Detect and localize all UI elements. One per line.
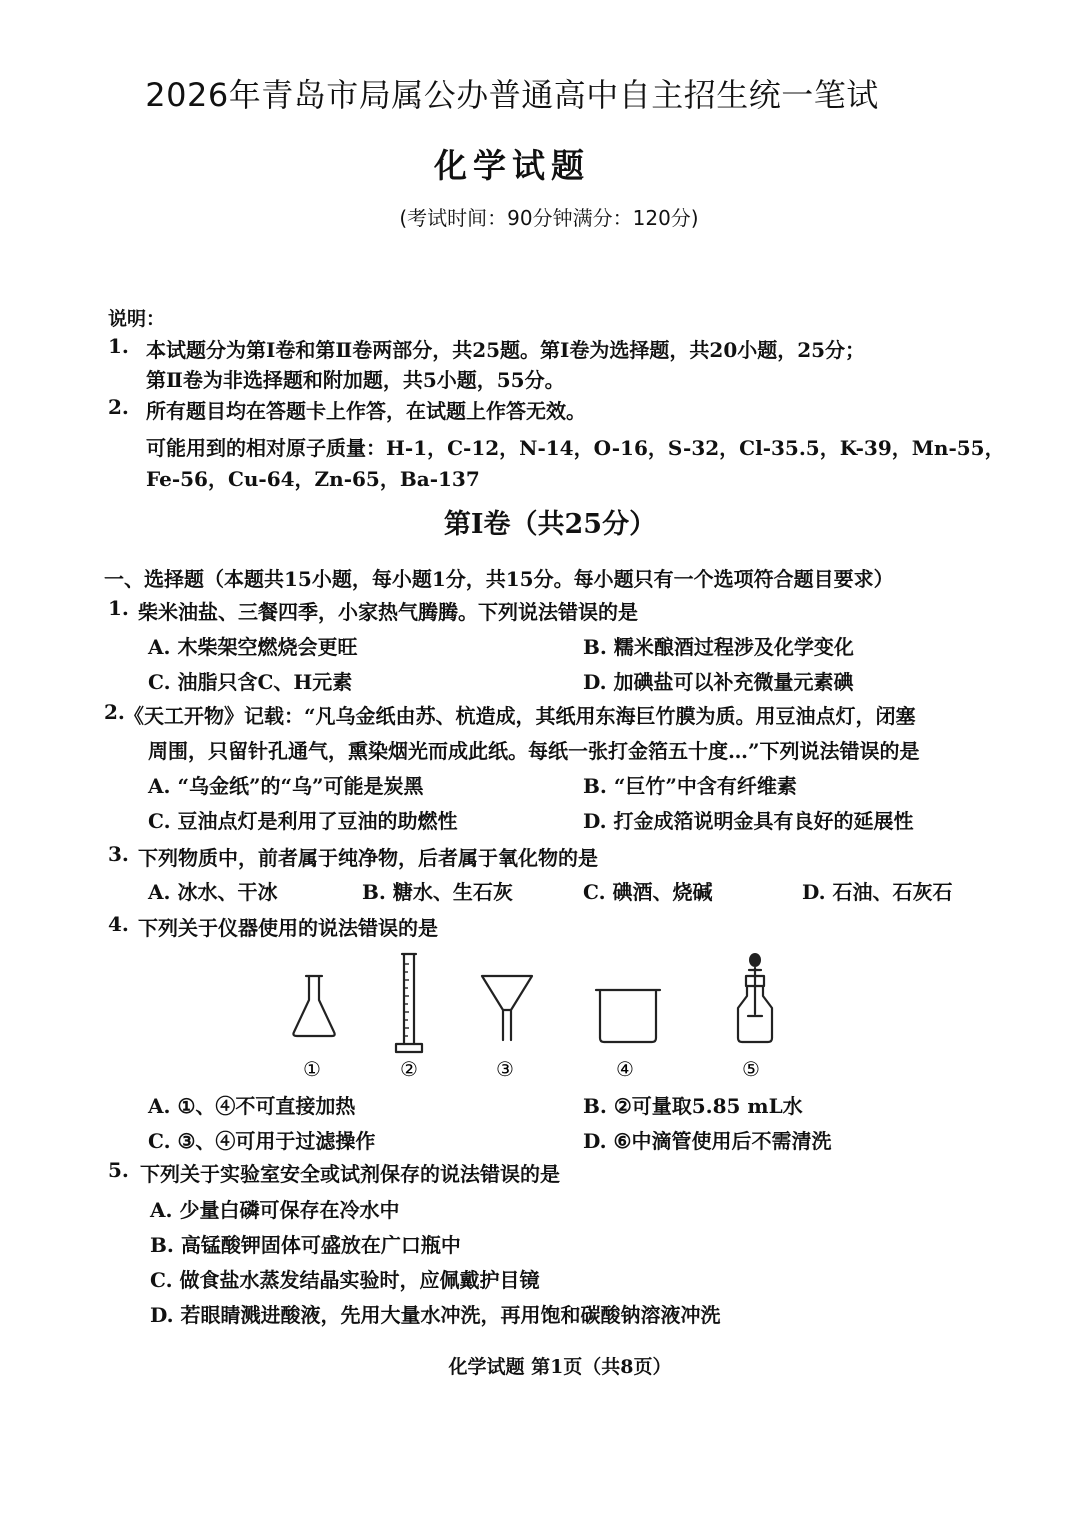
part-heading: 一、选择题（本题共15小题，每小题1分，共15分。每小题只有一个选项符合题目要求） [104, 567, 894, 591]
page-footer: 化学试题 第1页（共8页） [448, 1356, 672, 1378]
question-1-option-c: C. 油脂只含C、H元素 [148, 670, 353, 694]
question-2-option-c: C. 豆油点灯是利用了豆油的助燃性 [148, 809, 458, 833]
exam-title: 2026年青岛市局属公办普通高中自主招生统一笔试 [145, 76, 879, 114]
question-5-num: 5. [108, 1158, 129, 1182]
figure-label-2: ② [400, 1057, 418, 1081]
question-1-option-a: A. 木柴架空燃烧会更旺 [148, 635, 358, 659]
question-4-option-b: B. ②可量取5.85 mL水 [583, 1094, 803, 1118]
question-5-stem: 下列关于实验室安全或试剂保存的说法错误的是 [140, 1162, 560, 1186]
instruction-1-line-1: 本试题分为第Ⅰ卷和第Ⅱ卷两部分，共25题。第Ⅰ卷为选择题，共20小题，25分； [146, 338, 866, 362]
atomic-masses-line-2: Fe-56，Cu-64，Zn-65，Ba-137 [146, 467, 480, 491]
question-5-option-b: B. 高锰酸钾固体可盛放在广口瓶中 [150, 1233, 461, 1257]
instruction-2-line-1: 所有题目均在答题卡上作答，在试题上作答无效。 [146, 399, 586, 423]
question-1-option-d: D. 加碘盐可以补充微量元素碘 [583, 670, 854, 694]
question-4-option-c: C. ③、④可用于过滤操作 [148, 1129, 376, 1153]
question-3-option-c: C. 碘酒、烧碱 [583, 880, 713, 904]
question-2-num: 2. [104, 700, 125, 724]
question-1-stem: 柴米油盐、三餐四季，小家热气腾腾。下列说法错误的是 [138, 600, 638, 624]
apparatus-figure [270, 948, 810, 1082]
question-2-stem-line-1: 《天工开物》记载：“凡乌金纸由苏、杭造成，其纸用东海巨竹膜为质。用豆油点灯，闭塞 [124, 704, 916, 728]
instruction-1-line-2: 第Ⅱ卷为非选择题和附加题，共5小题，55分。 [146, 368, 565, 392]
figure-label-1: ① [303, 1057, 321, 1081]
question-2-option-a: A. “乌金纸”的“乌”可能是炭黑 [148, 774, 424, 798]
beaker-icon [596, 990, 660, 1042]
question-1-num: 1. [108, 596, 129, 620]
graduated-cylinder-icon [396, 954, 422, 1052]
question-3-option-a: A. 冰水、干冰 [148, 880, 278, 904]
question-2-option-d: D. 打金成箔说明金具有良好的延展性 [583, 809, 914, 833]
question-2-option-b: B. “巨竹”中含有纤维素 [583, 774, 797, 798]
instruction-2-num: 2. [108, 395, 129, 419]
question-3-num: 3. [108, 842, 129, 866]
question-4-option-d: D. ⑥中滴管使用后不需清洗 [583, 1129, 832, 1153]
funnel-icon [482, 976, 532, 1040]
question-3-option-b: B. 糖水、生石灰 [362, 880, 513, 904]
figure-label-4: ④ [616, 1057, 634, 1081]
instructions-heading: 说明： [108, 308, 166, 330]
figure-label-5: ⑤ [742, 1057, 760, 1081]
question-1-option-b: B. 糯米酿酒过程涉及化学变化 [583, 635, 854, 659]
question-5-option-c: C. 做食盐水蒸发结晶实验时，应佩戴护目镜 [150, 1268, 540, 1292]
question-4-stem: 下列关于仪器使用的说法错误的是 [138, 916, 438, 940]
instruction-1-num: 1. [108, 334, 129, 358]
question-5-option-a: A. 少量白磷可保存在冷水中 [150, 1198, 400, 1222]
atomic-masses-line-1: 可能用到的相对原子质量：H-1，C-12，N-14，O-16，S-32，Cl-35.5，K-39，Mn-55， [146, 436, 1005, 460]
dropper-bottle-icon [738, 953, 772, 1042]
figure-label-3: ③ [496, 1057, 514, 1081]
question-3-option-d: D. 石油、石灰石 [802, 880, 953, 904]
question-4-num: 4. [108, 912, 129, 936]
exam-time-info: (考试时间：90分钟满分：120分) [399, 206, 699, 230]
question-3-stem: 下列物质中，前者属于纯净物，后者属于氧化物的是 [138, 846, 598, 870]
question-5-option-d: D. 若眼睛溅进酸液，先用大量水冲洗，再用饱和碳酸钠溶液冲洗 [150, 1303, 721, 1327]
subject-title: 化学试题 [434, 146, 590, 185]
question-2-stem-line-2: 周围，只留针孔通气，熏染烟光而成此纸。每纸一张打金箔五十度…”下列说法错误的是 [148, 739, 920, 763]
conical-flask-icon [293, 976, 334, 1036]
question-4-option-a: A. ①、④不可直接加热 [148, 1094, 356, 1118]
section-1-title: 第Ⅰ卷（共25分） [443, 509, 657, 540]
